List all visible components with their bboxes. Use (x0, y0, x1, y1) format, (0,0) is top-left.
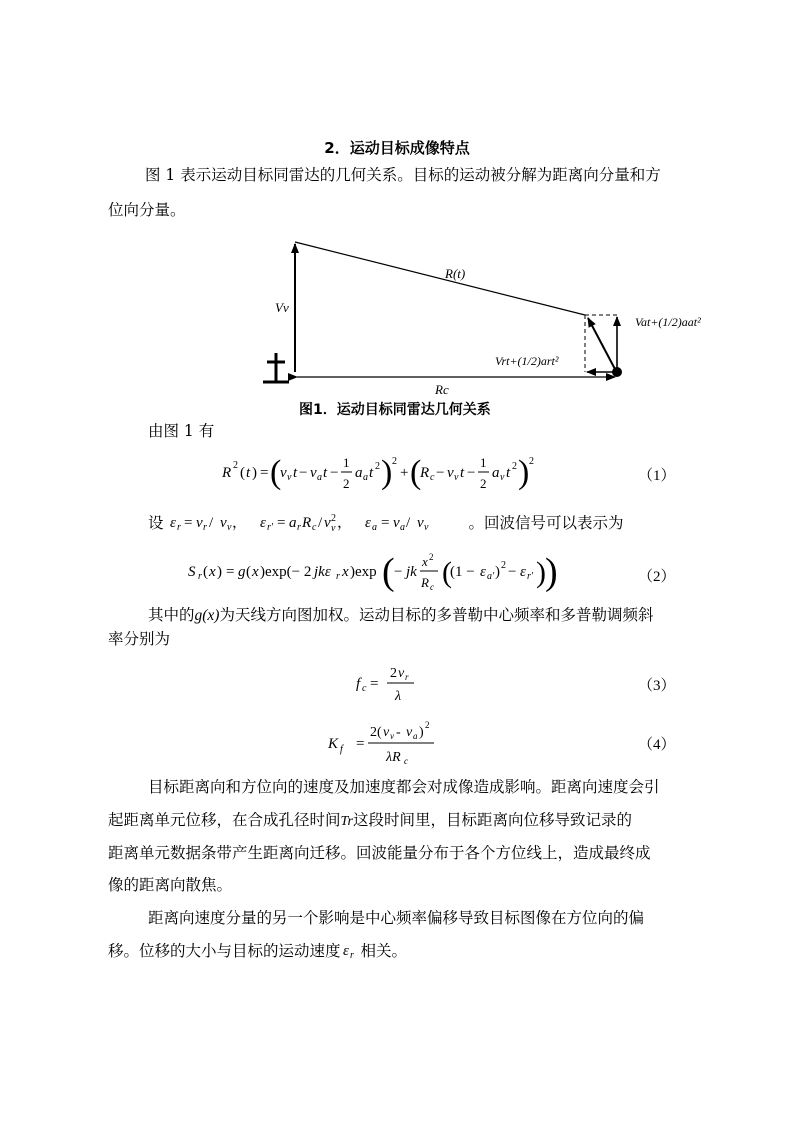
definitions-formula (168, 511, 468, 533)
svg-text:r': r' (267, 522, 274, 533)
svg-text:a': a' (487, 571, 495, 582)
svg-text:(1 −: (1 − (450, 564, 475, 580)
equation-4-number: （4） (638, 737, 676, 753)
geometry-figure (255, 232, 730, 402)
paragraph-3-line-3: 距离单元数据条带产生距离向迁移。回波能量分布于各个方位线上，造成最终成 (108, 844, 651, 862)
svg-text:a: a (363, 472, 368, 483)
svg-text:x: x (209, 564, 216, 580)
paragraph-3-line-4: 像的距离向散焦。 (108, 876, 233, 894)
svg-text:+: + (400, 465, 409, 481)
definitions-suffix: 。回波信号可以表示为 (468, 514, 624, 532)
paragraph-2-pre: 其中的 (148, 606, 195, 624)
svg-text:2: 2 (429, 552, 434, 562)
svg-text:): ) (381, 454, 393, 491)
gx-symbol: g(x) (194, 607, 220, 624)
svg-text:=: = (370, 676, 379, 692)
svg-text:−: − (394, 564, 403, 580)
svg-text:2: 2 (375, 461, 380, 472)
svg-text:jkε: jkε (314, 564, 331, 580)
equation-1 (222, 452, 572, 507)
svg-text:a: a (400, 522, 406, 533)
svg-text:v: v (227, 522, 232, 533)
paragraph-4-line-1: 距离向速度分量的另一个影响是中心频率偏移导致目标图像在方位向的偏 (148, 909, 645, 927)
svg-text:): ) (545, 551, 558, 593)
svg-text:v: v (417, 515, 425, 531)
svg-text:2: 2 (529, 456, 534, 467)
svg-text:ε: ε (260, 515, 267, 531)
svg-text:r: r (203, 522, 208, 533)
svg-text:K: K (328, 736, 339, 752)
svg-text:): ) (518, 454, 530, 491)
svg-text:v: v (324, 515, 332, 531)
svg-text:r: r (405, 672, 409, 682)
svg-text:v: v (454, 472, 459, 483)
svg-text:v: v (393, 515, 401, 531)
svg-text:(: ( (382, 551, 395, 593)
svg-text:): ) (536, 556, 546, 589)
svg-text:R: R (420, 465, 430, 481)
svg-text:v: v (390, 731, 394, 741)
svg-text:2: 2 (331, 513, 337, 524)
svg-text:): ) (495, 564, 500, 580)
svg-text:，: ， (232, 515, 248, 531)
equation-2-svg (188, 548, 568, 602)
svg-text:ε: ε (365, 515, 372, 531)
svg-text:v: v (500, 472, 505, 483)
label-rc: Rc (435, 382, 449, 397)
section-heading: 2．运动目标成像特点 (324, 139, 470, 157)
equation-3-number: （3） (638, 678, 676, 694)
svg-text:=: = (356, 736, 365, 752)
svg-text:a: a (492, 465, 500, 481)
svg-text:t: t (293, 465, 298, 481)
svg-text:ε: ε (480, 564, 486, 580)
svg-text:v: v (424, 522, 429, 533)
svg-text:v: v (447, 465, 454, 481)
svg-text:c: c (430, 582, 434, 592)
svg-text:=: = (184, 515, 193, 531)
svg-text:): ) (252, 465, 257, 481)
velocity-arrow (588, 318, 616, 371)
svg-text:R: R (222, 465, 232, 481)
paragraph-4-line-2-post: 相关。 (360, 942, 408, 960)
svg-text:x: x (252, 564, 259, 580)
svg-text:v: v (196, 515, 204, 531)
svg-text:a: a (372, 522, 378, 533)
definitions-prefix: 设 (148, 514, 164, 532)
svg-text:=: = (226, 564, 235, 580)
svg-text:t: t (460, 465, 465, 481)
paragraph-3-line-2-pre: 起距离单元位移，在合成孔径时间 (108, 811, 341, 829)
svg-text:f: f (356, 676, 361, 692)
svg-text:−: − (508, 564, 517, 580)
svg-text:r: r (336, 571, 340, 582)
equation-1-number: （1） (638, 468, 676, 484)
svg-text:v: v (310, 465, 317, 481)
definitions-line (148, 508, 623, 538)
svg-text:x: x (422, 554, 428, 569)
svg-text:R: R (302, 515, 312, 531)
svg-text:2: 2 (343, 476, 350, 491)
svg-text:)exp: )exp (350, 564, 377, 580)
equation-4 (326, 718, 466, 775)
equation-1-svg (222, 452, 572, 502)
paragraph-3-line-1: 目标距离向和方位向的速度及加速度都会对成像造成影响。距离向速度会引 (148, 778, 660, 796)
svg-text:2: 2 (233, 460, 238, 471)
svg-text:/: / (318, 515, 323, 531)
svg-text:): ) (217, 564, 222, 580)
paragraph-4-line-2-pre: 移。位移的大小与目标的运动速度 (108, 942, 341, 960)
svg-text:t: t (369, 465, 374, 481)
svg-text:/: / (209, 515, 214, 531)
svg-text:r': r' (527, 571, 534, 582)
paragraph-2-line-1 (148, 600, 653, 631)
svg-text:x: x (342, 564, 349, 580)
label-azimuth: Vat+(1/2)aat² (635, 315, 701, 329)
svg-text:r: r (297, 522, 302, 533)
svg-text:=: = (260, 465, 269, 481)
svg-text:a: a (289, 515, 297, 531)
svg-text:g: g (238, 564, 246, 580)
svg-text:v: v (331, 523, 336, 533)
svg-text:c: c (430, 472, 435, 483)
svg-text:R: R (421, 575, 429, 590)
svg-text:a: a (317, 472, 322, 483)
paragraph-4-line-2 (108, 936, 407, 966)
paragraph-2-line-2: 率分别为 (108, 630, 171, 648)
equation-2 (188, 548, 568, 607)
equation-4-svg (326, 718, 466, 770)
svg-text:t: t (506, 465, 511, 481)
svg-text:f: f (340, 744, 343, 755)
svg-text:λR: λR (386, 750, 401, 765)
svg-text:(: ( (246, 564, 251, 580)
svg-text:2: 2 (425, 720, 430, 730)
epsilon-r-symbol (341, 941, 361, 959)
svg-text:): ) (419, 725, 424, 740)
svg-text:v: v (406, 725, 413, 740)
svg-text:)exp(− 2: )exp(− 2 (260, 564, 312, 580)
svg-text:v: v (383, 725, 390, 740)
label-rt: R(t) (445, 266, 466, 281)
equation-3 (352, 660, 422, 713)
svg-text:，: ， (337, 515, 353, 531)
svg-text:a: a (413, 731, 418, 741)
equation-3-svg (352, 660, 422, 708)
svg-text:2: 2 (480, 476, 487, 491)
svg-text:λ: λ (395, 689, 402, 704)
svg-text:2: 2 (512, 461, 517, 472)
intro-line-2: 位向分量。 (108, 201, 186, 219)
svg-text:r: r (198, 571, 202, 582)
svg-text:2: 2 (392, 456, 397, 467)
intro-line-1: 图 1 表示运动目标同雷达的几何关系。目标的运动被分解为距离向分量和方 (145, 166, 661, 184)
svg-text:c: c (362, 683, 367, 694)
svg-text:1: 1 (343, 455, 350, 470)
svg-text:1: 1 (480, 455, 487, 470)
svg-text:(: ( (442, 556, 452, 589)
svg-text:v: v (280, 465, 287, 481)
svg-text:ε: ε (342, 943, 349, 959)
text-from-figure: 由图 1 有 (148, 422, 215, 440)
paragraph-3-line-2 (108, 805, 632, 837)
svg-text:−: − (467, 465, 476, 481)
svg-text:jk: jk (406, 564, 417, 580)
svg-text:=: = (381, 515, 390, 531)
svg-text:2(: 2( (370, 725, 382, 740)
svg-text:v: v (220, 515, 228, 531)
svg-text:/: / (406, 515, 411, 531)
svg-text:r: r (349, 950, 354, 959)
svg-text:-: - (396, 725, 401, 740)
svg-text:−: − (299, 465, 308, 481)
label-vv: Vv (275, 300, 289, 315)
svg-text:2: 2 (501, 560, 506, 571)
tr-symbol: Tr (340, 814, 353, 829)
svg-text:−: − (436, 465, 445, 481)
svg-text:S: S (188, 564, 196, 580)
equation-2-number: （2） (638, 569, 676, 585)
paragraph-3-line-2-post: 这段时间里，目标距离向位移导致记录的 (352, 811, 632, 829)
svg-text:(: ( (240, 465, 245, 481)
svg-text:(: ( (410, 454, 422, 491)
rt-line (295, 242, 585, 315)
svg-text:−: − (330, 465, 339, 481)
svg-text:t: t (323, 465, 328, 481)
svg-text:t: t (246, 465, 251, 481)
figure-caption: 图1．运动目标同雷达几何关系 (299, 402, 491, 418)
svg-text:v: v (398, 666, 405, 681)
svg-text:(: ( (270, 454, 282, 491)
svg-text:a: a (355, 465, 363, 481)
svg-text:2: 2 (390, 666, 397, 681)
svg-text:c: c (404, 756, 408, 766)
svg-text:(: ( (203, 564, 208, 580)
svg-text:r: r (177, 522, 182, 533)
radar-platform-icon (263, 353, 289, 382)
svg-text:c: c (312, 522, 317, 533)
svg-text:ε: ε (170, 515, 177, 531)
label-range: Vrt+(1/2)art² (495, 354, 559, 368)
svg-text:=: = (277, 515, 286, 531)
svg-text:v: v (287, 472, 292, 483)
svg-text:ε: ε (520, 564, 526, 580)
paragraph-2-post: 为天线方向图加权。运动目标的多普勒中心频率和多普勒调频斜 (219, 606, 654, 624)
target-dot (612, 367, 622, 377)
